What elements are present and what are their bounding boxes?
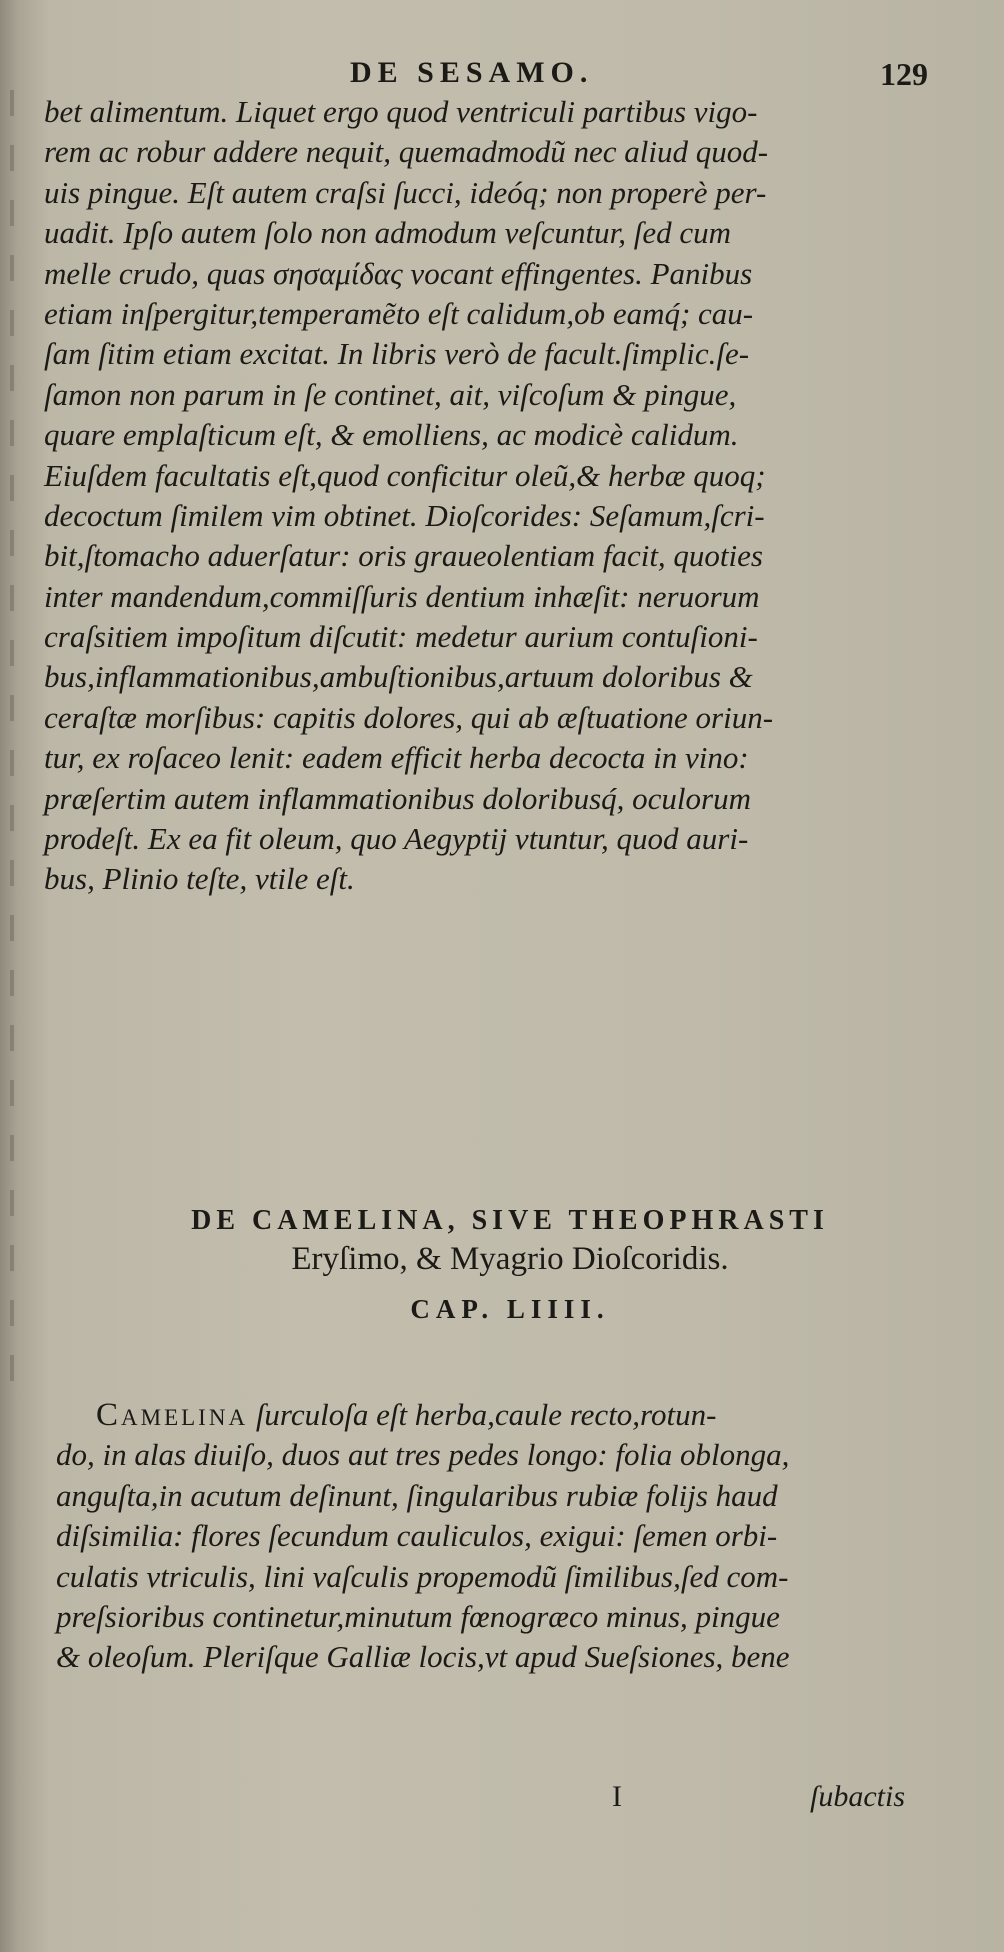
text-line: anguſta,in acutum deſinunt, ſingularibus rubiæ folijs haud bbox=[56, 1477, 778, 1513]
text-line: ſam ſitim etiam excitat. In libris verò de facult.ſimplic.ſe- bbox=[44, 336, 750, 372]
text-line: decoctum ſimilem vim obtinet. Dioſcorides: Seſamum,ſcri- bbox=[44, 497, 765, 533]
text-line: prodeſt. Ex ea fit oleum, quo Aegyptij vtuntur, quod auri- bbox=[44, 821, 749, 857]
text-line: Eiuſdem facultatis eſt,quod conficitur oleũ,& herbæ quoq; bbox=[44, 457, 766, 493]
text-line bbox=[56, 1395, 976, 1435]
sesamo-text-block bbox=[44, 92, 974, 900]
text-line: craſsitiem impoſitum diſcutit: medetur aurium contuſioni- bbox=[44, 619, 758, 655]
text-line: inter mandendum,commiſſuris dentium inhæſit: neruorum bbox=[44, 578, 760, 614]
catchword: ſubactis bbox=[810, 1780, 905, 1813]
text-line: ceraſtæ morſibus: capitis dolores, qui ab æſtuatione oriun- bbox=[44, 699, 774, 735]
first-line-rest: ſurculoſa eſt herba,caule recto,rotun- bbox=[248, 1397, 717, 1432]
text-line: uis pingue. Eſt autem craſsi ſucci, ideóq; non properè per- bbox=[44, 174, 767, 210]
chapter-heading bbox=[80, 1205, 940, 1325]
chapter-number: CAP. LIIII. bbox=[410, 1294, 610, 1324]
text-line: culatis vtriculis, lini vaſculis propemodũ ſimilibus,ſed com- bbox=[56, 1558, 789, 1594]
page-number: 129 bbox=[880, 56, 928, 92]
text-line: bit,ſtomacho aduerſatur: oris graueolentiam facit, quoties bbox=[44, 538, 763, 574]
text-line: ſamon non parum in ſe continet, ait, viſcoſum & pingue, bbox=[44, 376, 737, 412]
text-line: tur, ex roſaceo lenit: eadem efficit herba decocta in vino: bbox=[44, 740, 749, 776]
signature-mark: I bbox=[612, 1780, 622, 1813]
text-line: rem ac robur addere nequit, quemadmodũ nec aliud quod- bbox=[44, 134, 769, 170]
lead-word: Camelina bbox=[96, 1397, 249, 1433]
chapter-title: DE CAMELINA, SIVE THEOPHRASTI bbox=[191, 1205, 829, 1236]
text-line: & oleoſum. Pleriſque Galliæ locis,vt apud Sueſsiones, bene bbox=[56, 1639, 790, 1675]
text-line: preſsioribus continetur,minutum fœnogræco minus, pingue bbox=[56, 1598, 780, 1634]
running-head-title: DE SESAMO. bbox=[350, 56, 594, 89]
text-line: quare emplaſticum eſt, & emolliens, ac modicè calidum. bbox=[44, 417, 739, 453]
text-line: melle crudo, quas σησαμίδας vocant effingentes. Panibus bbox=[44, 255, 753, 291]
gutter-shadow bbox=[10, 90, 20, 1430]
camelina-text-block bbox=[56, 1395, 976, 1678]
page-footer bbox=[0, 1780, 1004, 1820]
text-line: bet alimentum. Liquet ergo quod ventriculi partibus vigo- bbox=[44, 94, 758, 129]
text-line: etiam inſpergitur,temperamẽto eſt calidum,ob eamq́; cau- bbox=[44, 295, 754, 331]
text-line: bus, Plinio teſte, vtile eſt. bbox=[44, 861, 355, 897]
running-head bbox=[0, 56, 1004, 96]
text-line: do, in alas diuiſo, duos aut tres pedes longo: folia oblonga, bbox=[56, 1437, 790, 1473]
text-line: uadit. Ipſo autem ſolo non admodum veſcuntur, ſed cum bbox=[44, 215, 732, 251]
text-line: diſsimilia: flores ſecundum cauliculos, exigui: ſemen orbi- bbox=[56, 1518, 778, 1554]
text-line: præſertim autem inflammationibus doloribusq́, oculorum bbox=[44, 780, 751, 816]
text-line: bus,inflammationibus,ambuſtionibus,artuum doloribus & bbox=[44, 659, 753, 695]
chapter-subtitle: Eryſimo, & Myagrio Dioſcoridis. bbox=[291, 1241, 729, 1277]
